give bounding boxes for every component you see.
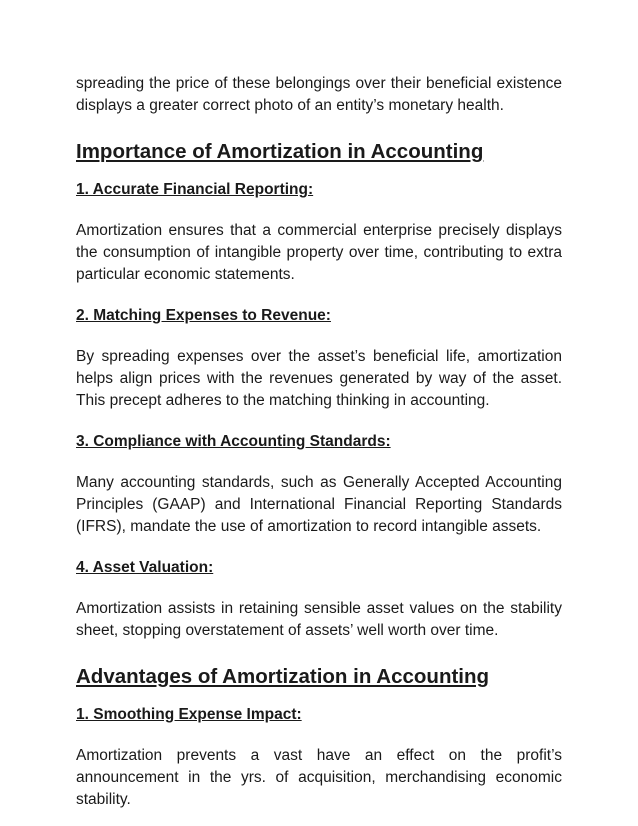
importance-item-2-text: By spreading expenses over the asset’s beneficial life, amortization helps align prices with the revenues generated by way of the asset. This precept adheres to the matching thinking in accounting. [76,348,562,409]
importance-item-1-title: 1. Accurate Financial Reporting: [76,181,314,198]
importance-heading: Importance of Amortization in Accounting [76,140,484,163]
importance-item-3-text: Many accounting standards, such as Generally Accepted Accounting Principles (GAAP) and International Financial Reporting Standards (IFRS), mandate the use of amortization to record intangible assets. [76,474,562,535]
intro-paragraph: spreading the price of these belongings over their beneficial existence displays a greater correct photo of an entity’s monetary health. [76,75,562,114]
importance-item-3-title: 3. Compliance with Accounting Standards: [76,433,391,450]
document-page [76,73,562,811]
importance-item-1-text: Amortization ensures that a commercial enterprise precisely displays the consumption of intangible property over time, contributing to extra particular economic statements. [76,222,562,283]
importance-item-2-title: 2. Matching Expenses to Revenue: [76,307,331,324]
importance-item-4-text: Amortization assists in retaining sensible asset values on the stability sheet, stopping overstatement of assets’ well worth over time. [76,600,562,639]
advantages-item-1-title: 1. Smoothing Expense Impact: [76,706,302,723]
importance-item-4-title: 4. Asset Valuation: [76,559,214,576]
advantages-item-1-text: Amortization prevents a vast have an effect on the profit’s announcement in the yrs. of acquisition, merchandising economic stability. [76,747,562,808]
advantages-heading: Advantages of Amortization in Accounting [76,665,490,688]
